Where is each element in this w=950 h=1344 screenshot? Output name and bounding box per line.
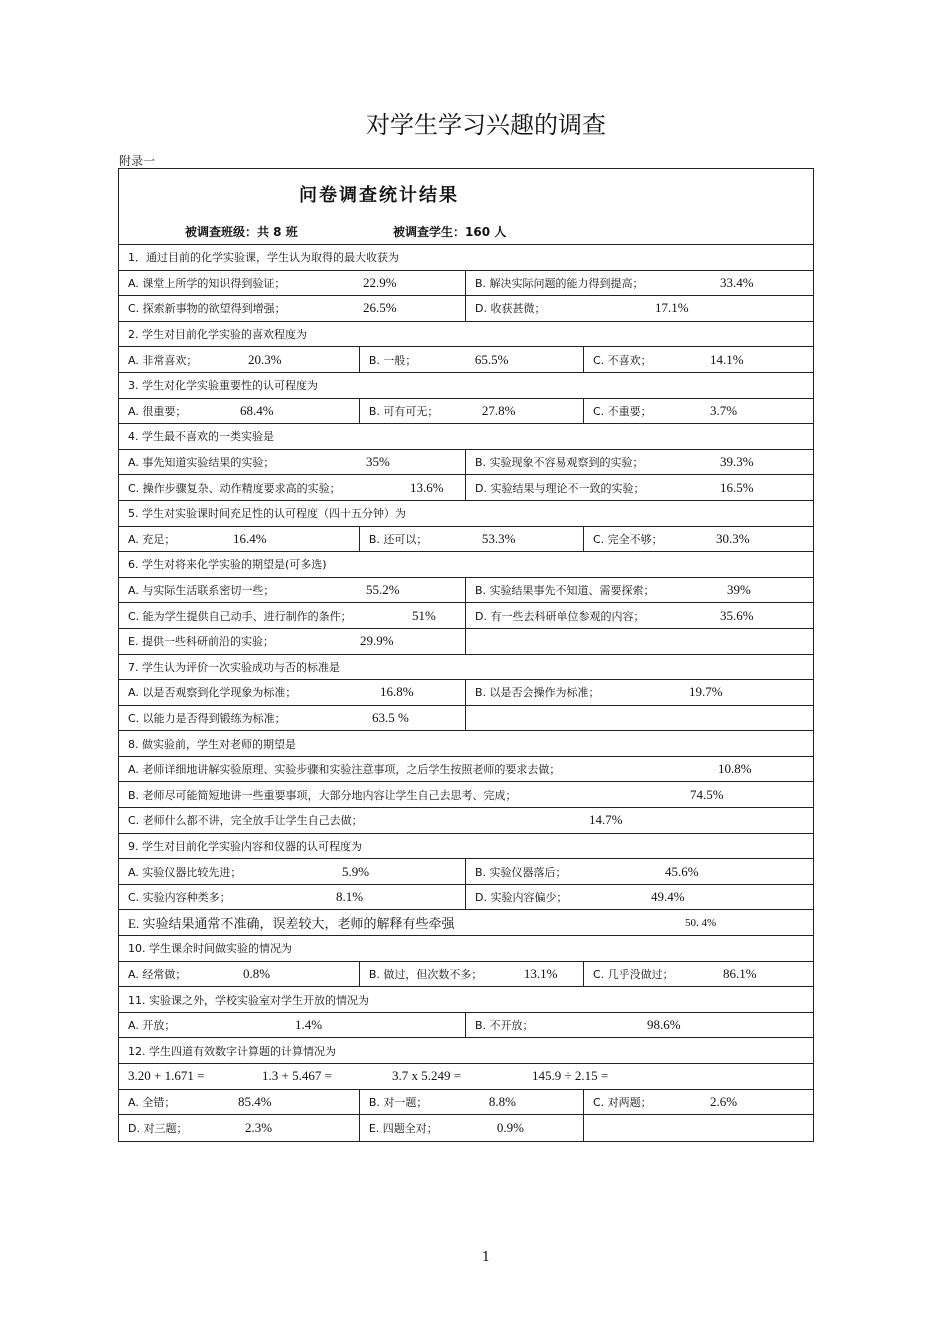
answer-cell — [119, 1115, 360, 1141]
answer-label: C. 对两题； — [592, 1095, 652, 1109]
answer-row — [119, 1090, 813, 1116]
answer-cell — [119, 808, 813, 833]
answer-row — [119, 1115, 813, 1141]
answer-value: 68.4% — [240, 402, 274, 418]
answer-row — [119, 808, 813, 834]
question-text: 10. 学生课余时间做实验的情况为 — [128, 942, 292, 956]
question-text: 9. 学生对目前化学实验内容和仪器的认可程度为 — [128, 839, 362, 853]
answer-label: A. 与实际生活联系密切一些； — [128, 584, 275, 598]
equation: 3.20 + 1.671 = — [128, 1068, 205, 1084]
answer-cell — [360, 1090, 584, 1115]
answer-cell — [119, 910, 813, 935]
question-row — [119, 245, 813, 271]
empty-cell — [466, 706, 813, 731]
answer-label: C. 不喜欢； — [592, 353, 652, 367]
question-row — [119, 501, 813, 527]
answer-cell — [466, 603, 813, 628]
answer-label: B. 不开放； — [475, 1019, 534, 1033]
document-title: 对学生学习兴趣的调查 — [366, 111, 606, 139]
answer-cell — [584, 347, 813, 372]
answer-label: C. 不重要； — [592, 404, 652, 418]
answer-cell — [119, 399, 360, 424]
answer-label: C. 操作步骤复杂、动作精度要求高的实验； — [128, 481, 341, 495]
answer-label: C. 探索新事物的欲望得到增强； — [128, 302, 286, 316]
answer-cell — [119, 1013, 466, 1038]
question-text: 4. 学生最不喜欢的一类实验是 — [128, 430, 274, 444]
answer-row — [119, 680, 813, 706]
question-row — [119, 731, 813, 757]
equation: 3.7 x 5.249 = — [392, 1068, 462, 1084]
answer-value: 74.5% — [690, 786, 724, 802]
answer-label: A. 事先知道实验结果的实验； — [128, 456, 275, 470]
question-row — [119, 424, 813, 450]
answer-cell — [119, 962, 360, 987]
answer-cell — [119, 603, 466, 628]
answer-label: A. 开放； — [128, 1019, 176, 1033]
answer-row — [119, 757, 813, 783]
answer-label: D. 实验内容偏少； — [475, 891, 568, 905]
answer-row — [119, 578, 813, 604]
answer-cell — [119, 450, 466, 475]
answer-cell — [119, 859, 466, 884]
answer-label: B. 还可以； — [368, 532, 428, 546]
answer-label: A. 课堂上所学的知识得到验证； — [128, 276, 286, 290]
answer-label: A. 实验仪器比较先进； — [128, 865, 242, 879]
answer-label: E. 四题全对； — [368, 1121, 438, 1135]
answer-cell — [119, 347, 360, 372]
answer-row — [119, 859, 813, 885]
question-row — [119, 987, 813, 1013]
answer-row — [119, 782, 813, 808]
question-text: 11. 实验课之外，学校实验室对学生开放的情况为 — [128, 993, 369, 1007]
answer-value: 16.8% — [380, 684, 414, 700]
answer-cell — [466, 859, 813, 884]
answer-cell — [119, 782, 813, 807]
answer-row — [119, 527, 813, 553]
answer-value: 35.6% — [720, 607, 754, 623]
answer-cell — [466, 578, 813, 603]
answer-value: 85.4% — [238, 1093, 272, 1109]
answer-label: C. 以能力是否得到锻练为标准； — [128, 711, 286, 725]
answer-row — [119, 910, 813, 936]
answer-value: 35% — [366, 454, 390, 470]
answer-value: 17.1% — [655, 300, 689, 316]
answer-row — [119, 475, 813, 501]
appendix-label: 附录一 — [119, 154, 156, 168]
answer-label: C. 能为学生提供自己动手、进行制作的条件； — [128, 609, 352, 623]
answer-label: A. 经常做； — [128, 967, 187, 981]
answer-label: D. 收获甚微； — [475, 302, 546, 316]
answer-value: 53.3% — [481, 530, 516, 546]
answer-value: 22.9% — [363, 274, 397, 290]
question-text: 3. 学生对化学实验重要性的认可程度为 — [128, 379, 318, 393]
answer-cell — [119, 885, 466, 910]
answer-value: 65.5% — [474, 351, 509, 367]
question-text: 5. 学生对实验课时间充足性的认可程度（四十五分钟）为 — [128, 507, 406, 521]
answer-cell — [466, 271, 813, 296]
equation: 145.9 ÷ 2.15 = — [532, 1068, 609, 1084]
answer-row — [119, 885, 813, 911]
answer-cell — [119, 1090, 360, 1115]
answer-cell — [584, 399, 813, 424]
answer-cell — [119, 706, 466, 731]
question-text: 2. 学生对目前化学实验的喜欢程度为 — [128, 328, 307, 342]
answer-value: 27.8% — [481, 402, 516, 418]
answer-row — [119, 603, 813, 629]
answer-cell — [360, 527, 584, 552]
answer-value: 2.6% — [709, 1093, 738, 1109]
question-row — [119, 655, 813, 681]
answer-value: 98.6% — [647, 1017, 681, 1033]
question-row — [119, 552, 813, 578]
answer-cell — [584, 527, 813, 552]
answer-label: B. 做过，但次数不多； — [368, 967, 483, 981]
answer-cell — [119, 680, 466, 705]
answer-cell — [119, 271, 466, 296]
answer-row — [119, 399, 813, 425]
answer-value: 10.8% — [718, 761, 752, 777]
answer-row — [119, 629, 813, 655]
answer-cell — [466, 296, 813, 321]
answer-label: A. 充足； — [128, 532, 176, 546]
answer-label: B. 老师尽可能简短地讲一些重要事项，大部分地内容让学生自己去思考、完成； — [128, 788, 517, 802]
answer-cell — [119, 757, 813, 782]
answer-label: C. 实验内容种类多； — [128, 891, 231, 905]
answer-value: 8.8% — [488, 1093, 516, 1109]
answer-cell — [119, 296, 466, 321]
equations-row — [119, 1064, 813, 1090]
answer-cell — [584, 1090, 813, 1115]
answer-cell — [466, 450, 813, 475]
answer-value: 14.7% — [589, 812, 623, 828]
answer-cell — [360, 1115, 584, 1141]
answer-row — [119, 271, 813, 297]
table-title: 问卷调查统计结果 — [299, 185, 459, 206]
answer-value: 13.6% — [410, 479, 444, 495]
answer-row — [119, 706, 813, 732]
answer-cell — [466, 475, 813, 500]
answer-value: 1.4% — [295, 1017, 323, 1033]
answer-label: B. 解决实际问题的能力得到提高； — [475, 276, 644, 290]
answer-label: B. 一般； — [368, 353, 417, 367]
answer-row — [119, 1013, 813, 1039]
answer-label: A. 非常喜欢； — [128, 353, 198, 367]
question-row — [119, 936, 813, 962]
question-text: 6. 学生对将来化学实验的期望是(可多选) — [128, 558, 327, 572]
answer-value: 50. 4% — [685, 916, 717, 929]
answer-value: 2.3% — [245, 1119, 273, 1135]
answer-label: A. 全错； — [128, 1095, 176, 1109]
answer-value: 86.1% — [722, 965, 757, 981]
students-surveyed: 被调查学生：160 人 — [393, 225, 507, 239]
answer-cell — [119, 475, 466, 500]
answer-value: 16.5% — [720, 479, 754, 495]
answer-row — [119, 347, 813, 373]
classes-surveyed: 被调查班级：共 8 班 — [185, 225, 298, 239]
answer-row — [119, 962, 813, 988]
answer-label: A. 以是否观察到化学现象为标准； — [128, 686, 297, 700]
answer-value: 55.2% — [366, 582, 400, 598]
question-text: 1．通过目前的化学实验课，学生认为取得的最大收获为 — [128, 251, 399, 265]
answer-value: 63.5 % — [372, 709, 409, 725]
answer-label: E. 提供一些科研前沿的实验； — [128, 635, 274, 649]
answer-row — [119, 450, 813, 476]
answer-value: 5.9% — [342, 863, 370, 879]
answer-value: 0.8% — [243, 965, 271, 981]
answer-value: 20.3% — [248, 351, 282, 367]
answer-label: B. 实验结果事先不知道、需要探索； — [475, 584, 655, 598]
answer-cell — [119, 629, 466, 654]
answer-value: 51% — [412, 607, 436, 623]
question-row — [119, 834, 813, 860]
question-row — [119, 1038, 813, 1064]
answer-cell — [119, 578, 466, 603]
answer-cell — [466, 885, 813, 910]
answer-value: 8.1% — [336, 889, 364, 905]
survey-table — [118, 168, 814, 1142]
answer-value: 13.1% — [523, 965, 558, 981]
answer-cell — [466, 680, 813, 705]
answer-cell — [119, 527, 360, 552]
question-row — [119, 322, 813, 348]
equations-cell — [119, 1064, 813, 1089]
answer-cell — [360, 962, 584, 987]
equation: 1.3 + 5.467 = — [262, 1068, 332, 1084]
answer-label: A. 很重要； — [128, 404, 187, 418]
answer-label: C. 几乎没做过； — [592, 967, 674, 981]
question-text: 12. 学生四道有效数字计算题的计算情况为 — [128, 1044, 336, 1058]
answer-label: C. 完全不够； — [592, 532, 663, 546]
answer-label: D. 有一些去科研单位参观的内容； — [475, 609, 645, 623]
answer-label: D. 对三题； — [128, 1121, 188, 1135]
answer-value: 45.6% — [665, 863, 699, 879]
answer-value: 29.9% — [360, 633, 394, 649]
answer-value: 39.3% — [720, 454, 754, 470]
answer-cell — [360, 399, 584, 424]
answer-label: C. 老师什么都不讲，完全放手让学生自己去做； — [128, 814, 363, 828]
answer-row — [119, 296, 813, 322]
answer-value: 49.4% — [651, 889, 685, 905]
answer-label: B. 实验现象不容易观察到的实验； — [475, 456, 644, 470]
question-row — [119, 373, 813, 399]
answer-cell — [584, 962, 813, 987]
question-text: 8. 做实验前，学生对老师的期望是 — [128, 737, 296, 751]
empty-cell — [466, 629, 813, 654]
answer-value: 33.4% — [720, 274, 754, 290]
question-text: 7. 学生认为评价一次实验成功与否的标准是 — [128, 660, 340, 674]
answer-label: B. 可有可无； — [368, 404, 439, 418]
answer-label: D. 实验结果与理论不一致的实验； — [475, 481, 645, 495]
answer-cell — [466, 1013, 813, 1038]
answer-label: A. 老师详细地讲解实验原理、实验步骤和实验注意事项，之后学生按照老师的要求去做； — [128, 763, 561, 777]
answer-value: 0.9% — [496, 1119, 524, 1135]
answer-label: B. 以是否会操作为标准； — [475, 686, 600, 700]
answer-label: E. 实验结果通常不准确，误差较大，老师的解释有些牵强 — [128, 916, 455, 932]
answer-value: 30.3% — [715, 530, 750, 546]
answer-value: 39% — [727, 582, 751, 598]
answer-value: 26.5% — [363, 300, 397, 316]
answer-value: 3.7% — [709, 402, 738, 418]
answer-value: 19.7% — [689, 684, 723, 700]
answer-label: B. 实验仪器落后； — [475, 865, 567, 879]
answer-cell — [360, 347, 584, 372]
page-number: 1 — [481, 1250, 491, 1265]
answer-value: 14.1% — [709, 351, 744, 367]
answer-value: 16.4% — [233, 530, 267, 546]
answer-label: B. 对一题； — [368, 1095, 428, 1109]
empty-cell — [584, 1115, 813, 1141]
table-header — [119, 169, 813, 245]
